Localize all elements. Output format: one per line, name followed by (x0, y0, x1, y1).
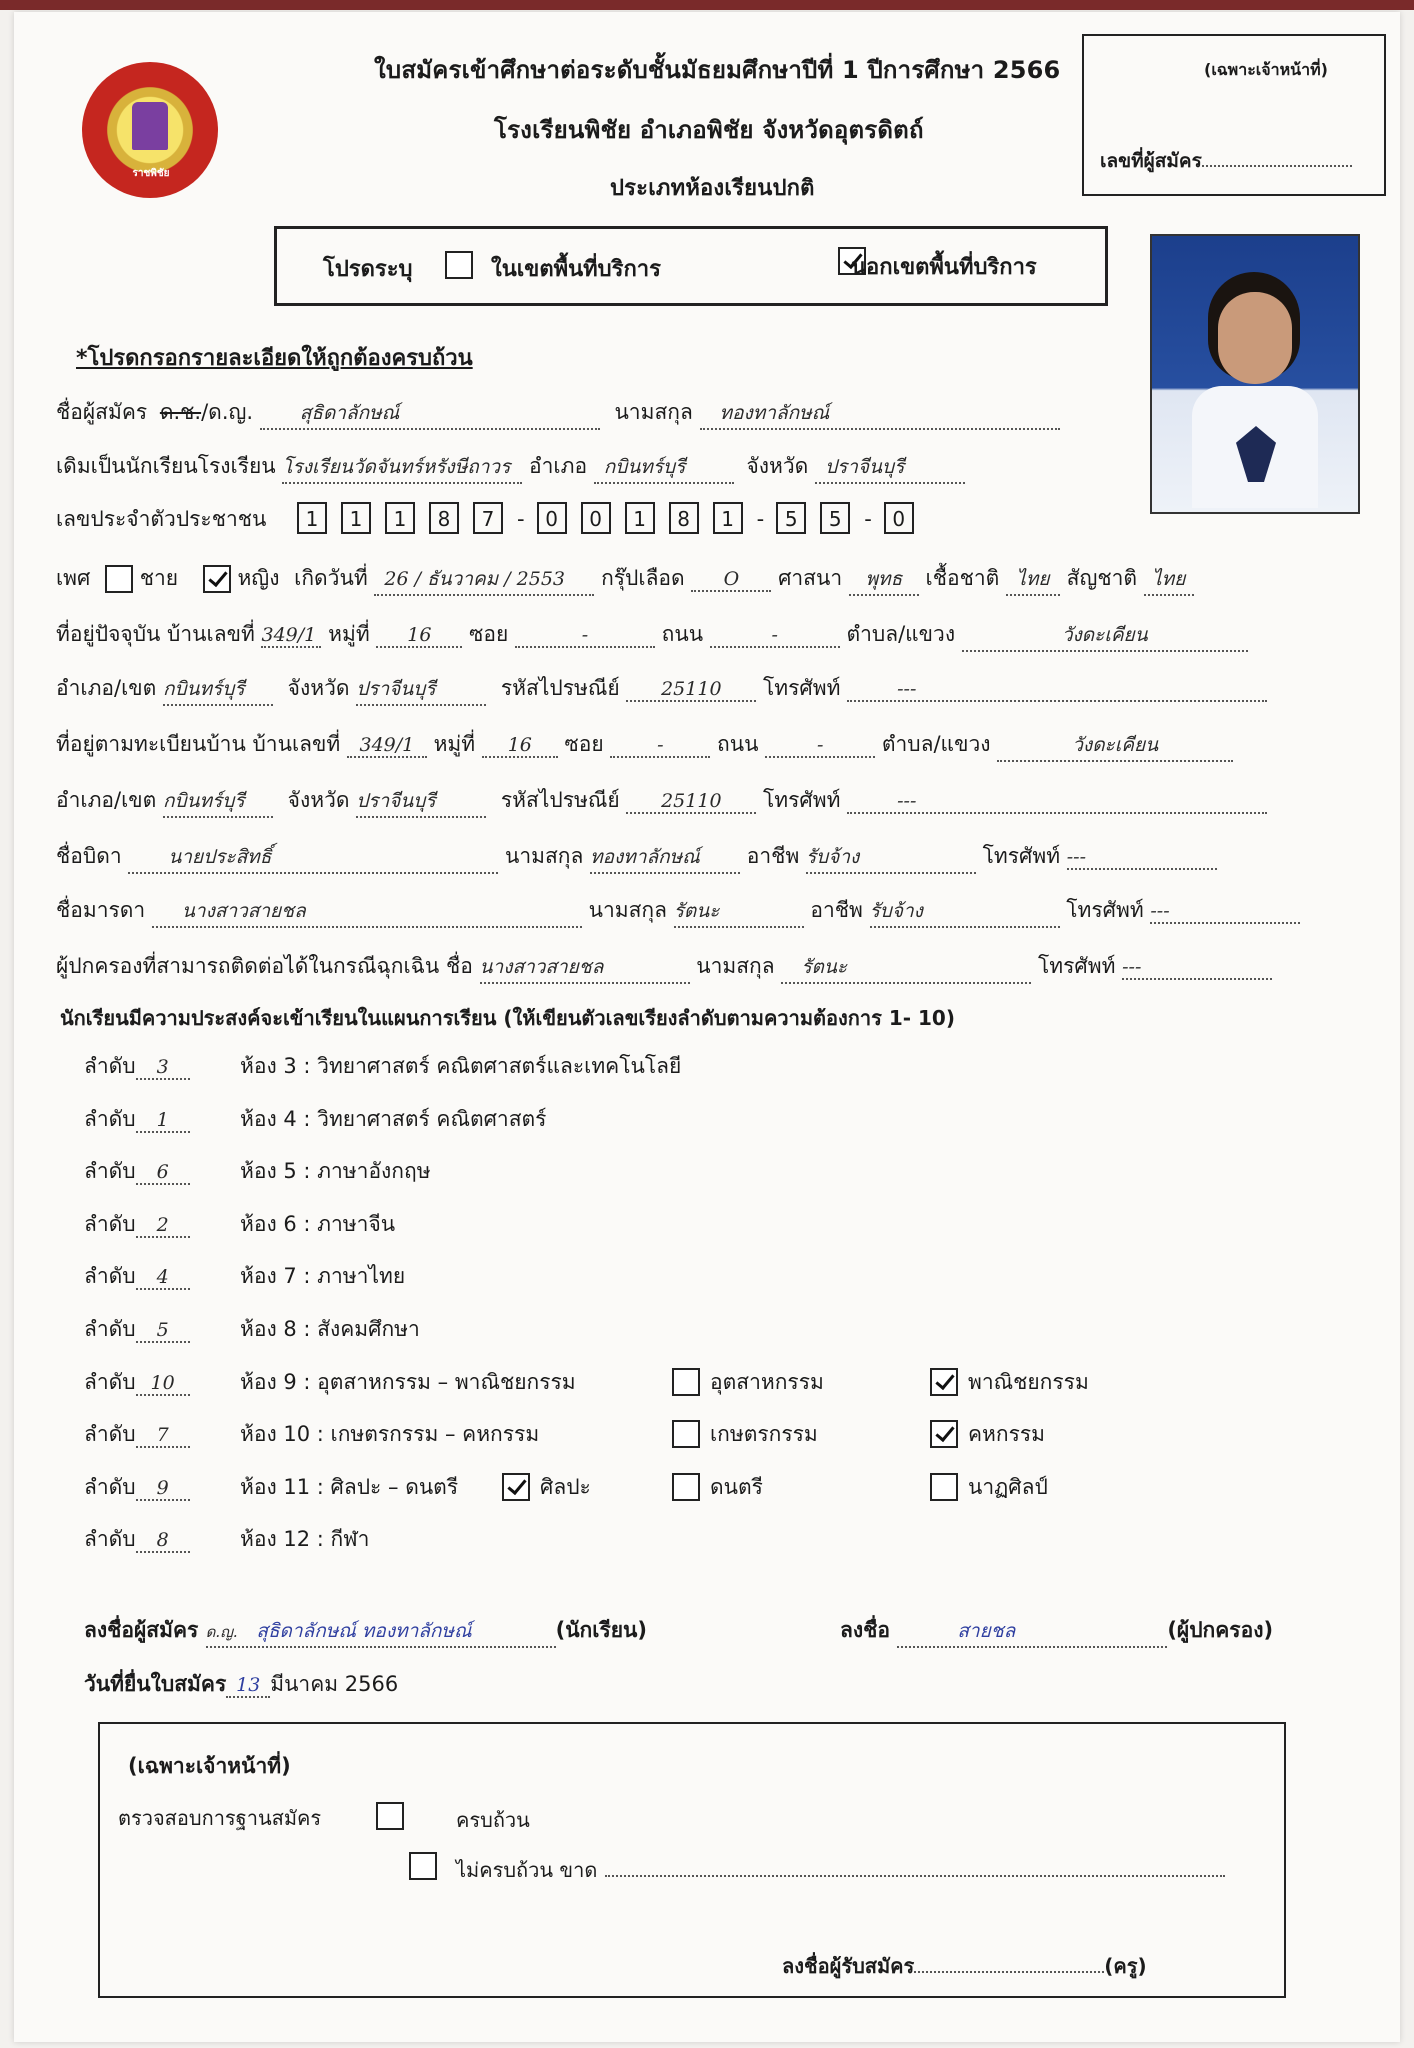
citizen-id-digit[interactable]: 1 (297, 502, 327, 534)
current-house-no-field[interactable]: 349/1 (261, 624, 321, 648)
room-label: ห้อง 5 : ภาษาอังกฤษ (240, 1159, 431, 1183)
incomplete-checkbox[interactable] (409, 1852, 437, 1880)
plan-option-checkbox[interactable] (672, 1420, 700, 1448)
guardian-signature[interactable]: สายชล (897, 1616, 1167, 1648)
citizen-id-digit[interactable]: 1 (385, 502, 415, 534)
citizen-id-digit[interactable]: 8 (429, 502, 459, 534)
school-logo (82, 62, 218, 198)
reg-road-field[interactable]: - (765, 734, 875, 758)
applicant-sign-line[interactable] (206, 1616, 556, 1648)
guardian-surname-field[interactable]: รัตนะ (781, 952, 1031, 984)
nationality-label: สัญชาติ (1066, 566, 1138, 590)
room-label: ห้อง 11 : ศิลปะ – ดนตรี (240, 1475, 459, 1499)
complete-label: ครบถ้วน (456, 1808, 530, 1832)
plan-option-checkbox[interactable] (930, 1473, 958, 1501)
rank-label: ลำดับ (84, 1317, 136, 1341)
current-postcode-label: รหัสไปรษณีย์ (500, 676, 620, 700)
mother-phone-label: โทรศัพท์ (1066, 898, 1144, 922)
rank-field[interactable]: 9 (136, 1477, 190, 1501)
mother-job-field[interactable]: รับจ้าง (870, 896, 1060, 928)
guardian-name-field[interactable]: นางสาวสายชล (480, 952, 690, 984)
inside-area-label: ในเขตพื้นที่บริการ (491, 257, 661, 282)
mother-name-field[interactable]: นางสาวสายชล (152, 896, 582, 928)
reg-postcode-label: รหัสไปรษณีย์ (500, 788, 620, 812)
mother-row (56, 894, 1300, 928)
applicant-signature-row (84, 1614, 647, 1648)
current-road-field[interactable]: - (710, 624, 840, 648)
study-plan-row (84, 1155, 431, 1189)
form-title: ใบสมัครเข้าศึกษาต่อระดับชั้นมัธยมศึกษาปีที่ 1 ปีการศึกษา 2566 (374, 56, 1061, 84)
prev-district-label: อำเภอ (529, 454, 588, 478)
plan-option-label: นาฏศิลป์ (968, 1475, 1048, 1499)
mother-phone-field[interactable]: --- (1150, 900, 1300, 924)
current-district-field[interactable]: กบินทร์บุรี (163, 674, 273, 706)
guardian-signature-row (840, 1614, 1273, 1648)
plan-option-label: พาณิชยกรรม (968, 1370, 1089, 1394)
missing-items-field[interactable] (605, 1875, 1225, 1877)
id-separator: - (756, 507, 765, 531)
name-label: ชื่อผู้สมัคร (56, 400, 148, 424)
prev-province-field[interactable]: ปราจีนบุรี (815, 452, 965, 484)
father-row (56, 840, 1217, 874)
mother-surname-field[interactable]: รัตนะ (674, 896, 804, 928)
current-phone-field[interactable]: --- (847, 678, 1267, 702)
reg-phone-field[interactable]: --- (847, 790, 1267, 814)
top-edge (0, 0, 1414, 10)
prev-school-field[interactable]: โรงเรียนวัดจันทร์หรังษีถาวร (282, 452, 522, 484)
incomplete-row (456, 1854, 1225, 1886)
previous-school-row (56, 450, 965, 484)
room-label: ห้อง 4 : วิทยาศาสตร์ คณิตศาสตร์ (240, 1107, 547, 1131)
applicant-signature: สุธิดาลักษณ์ ทองทาลักษณ์ (256, 1620, 472, 1642)
current-address-label: ที่อยู่ปัจจุบัน บ้านเลขที่ (56, 622, 255, 646)
rank-field[interactable]: 2 (136, 1214, 190, 1238)
father-label: ชื่อบิดา (56, 844, 122, 868)
rank-label: ลำดับ (84, 1370, 136, 1394)
mother-job-label: อาชีพ (810, 898, 863, 922)
room-label: ห้อง 9 : อุตสาหกรรม – พาณิชยกรรม (240, 1370, 576, 1394)
id-separator: - (864, 507, 872, 531)
reg-moo-field[interactable]: 16 (482, 734, 558, 758)
study-plan-row (84, 1471, 1048, 1505)
citizen-id-row (56, 502, 928, 542)
inside-area-checkbox[interactable] (445, 251, 473, 279)
father-phone-field[interactable]: --- (1067, 846, 1217, 870)
father-job-field[interactable]: รับจ้าง (806, 842, 976, 874)
reg-subdistrict-field[interactable]: วังดะเคียน (997, 730, 1233, 762)
title-prefix-struck: ด.ช. (159, 400, 202, 424)
reg-postcode-field[interactable]: 25110 (626, 790, 756, 814)
classroom-type: ประเภทห้องเรียนปกติ (610, 176, 815, 201)
applicant-sign-prefix: ด.ญ. (205, 1623, 238, 1641)
rank-field[interactable]: 4 (136, 1266, 190, 1290)
father-name-field[interactable]: นายประสิทธิ์ (128, 842, 498, 874)
current-address-row-1 (56, 618, 1248, 652)
current-district-label: อำเภอ/เขต (56, 676, 157, 700)
title-prefix: /ด.ญ. (201, 400, 254, 424)
study-plan-row (84, 1418, 1046, 1452)
rank-field[interactable]: 1 (136, 1109, 190, 1133)
applicant-sign-role: (นักเรียน) (555, 1618, 647, 1642)
current-moo-label: หมู่ที่ (328, 622, 370, 646)
submit-date-row (84, 1668, 398, 1702)
gender-label: เพศ (56, 566, 91, 590)
rank-field[interactable]: 5 (136, 1319, 190, 1343)
plan-option-checkbox[interactable] (672, 1473, 700, 1501)
male-label: ชาย (139, 566, 179, 590)
mother-surname-label: นามสกุล (588, 898, 667, 922)
rank-label: ลำดับ (84, 1264, 136, 1288)
id-separator: - (517, 507, 525, 531)
reg-moo-label: หมู่ที่ (433, 732, 476, 756)
registered-address-row-2 (56, 784, 1267, 818)
reg-province-field[interactable]: ปราจีนบุรี (356, 786, 486, 818)
rank-label: ลำดับ (84, 1527, 136, 1551)
citizen-id-boxes[interactable] (297, 507, 928, 531)
plan-option-checkbox[interactable] (672, 1368, 700, 1396)
current-moo-field[interactable]: 16 (376, 624, 462, 648)
applicant-name-row (56, 396, 1060, 430)
citizen-id-digit[interactable]: 5 (776, 502, 806, 534)
room-label: ห้อง 3 : วิทยาศาสตร์ คณิตศาสตร์และเทคโนโลยี (240, 1054, 682, 1078)
rank-label: ลำดับ (84, 1054, 136, 1078)
female-label: หญิง (237, 566, 280, 590)
plan-option-label: ศิลปะ (540, 1475, 591, 1499)
father-surname-label: นามสกุล (505, 844, 584, 868)
race-label: เชื้อชาติ (925, 566, 1000, 590)
prev-district-field[interactable]: กบินทร์บุรี (594, 452, 734, 484)
citizen-id-digit[interactable]: 0 (581, 502, 611, 534)
female-checkbox[interactable] (203, 565, 231, 593)
citizen-id-digit[interactable]: 0 (537, 502, 567, 534)
current-province-field[interactable]: ปราจีนบุรี (356, 674, 486, 706)
reg-soi-field[interactable]: - (610, 734, 710, 758)
citizen-id-digit[interactable]: 0 (884, 502, 914, 534)
study-plan-row (84, 1523, 370, 1557)
citizen-id-digit[interactable]: 1 (341, 502, 371, 534)
reg-house-no-field[interactable]: 349/1 (347, 734, 427, 758)
citizen-id-digit[interactable]: 1 (713, 502, 743, 534)
receiver-role: (ครู) (1104, 1954, 1147, 1978)
study-plan-row (84, 1260, 406, 1294)
office-use-box (1082, 34, 1386, 196)
room-label: ห้อง 8 : สังคมศึกษา (240, 1317, 420, 1341)
male-checkbox[interactable] (105, 565, 133, 593)
receiver-sign-line[interactable] (914, 1971, 1104, 1973)
gender-birth-row (56, 562, 1194, 596)
study-plan-heading: นักเรียนมีความประสงค์จะเข้าเรียนในแผนการเรียน (ให้เขียนตัวเลขเรียงลำดับตามความต้องการ 1- 10) (60, 1006, 955, 1030)
current-road-label: ถนน (661, 622, 704, 646)
reg-soi-label: ซอย (564, 732, 604, 756)
surname-field[interactable]: ทองทาลักษณ์ (700, 398, 1060, 430)
reg-district-field[interactable]: กบินทร์บุรี (163, 786, 273, 818)
reg-province-label: จังหวัด (287, 788, 350, 812)
guardian-sign-role: (ผู้ปกครอง) (1167, 1618, 1274, 1642)
prev-province-label: จังหวัด (746, 454, 809, 478)
father-job-label: อาชีพ (746, 844, 800, 868)
current-subdistrict-label: ตำบล/แขวง (846, 622, 956, 646)
race-field[interactable]: ไทย (1006, 564, 1060, 596)
prev-school-label: เดิมเป็นนักเรียนโรงเรียน (56, 454, 276, 478)
nationality-field[interactable]: ไทย (1144, 564, 1194, 596)
area-label: โปรดระบุ (323, 257, 413, 282)
student-photo (1150, 234, 1360, 514)
reg-road-label: ถนน (717, 732, 759, 756)
citizen-id-digit[interactable]: 1 (625, 502, 655, 534)
rank-label: ลำดับ (84, 1159, 136, 1183)
registered-address-label: ที่อยู่ตามทะเบียนบ้าน บ้านเลขที่ (56, 732, 341, 756)
room-label: ห้อง 7 : ภาษาไทย (240, 1264, 406, 1288)
receiver-sign-row (782, 1950, 1147, 1982)
logo-text: ราชพิชัย (132, 168, 170, 179)
registered-address-row-1 (56, 728, 1233, 762)
submit-date-rest: มีนาคม 2566 (270, 1672, 399, 1696)
rank-field[interactable]: 3 (136, 1056, 190, 1080)
current-subdistrict-field[interactable]: วังดะเคียน (962, 620, 1248, 652)
plan-option-label: อุตสาหกรรม (710, 1370, 824, 1394)
study-plan-row (84, 1103, 547, 1137)
office-verification-box (98, 1722, 1286, 1998)
guardian-sign-label: ลงชื่อ (840, 1618, 890, 1642)
study-plan-row (84, 1208, 396, 1242)
rank-field[interactable]: 10 (136, 1372, 190, 1396)
room-label: ห้อง 6 : ภาษาจีน (240, 1212, 396, 1236)
guardian-phone-field[interactable]: --- (1122, 956, 1272, 980)
school-name: โรงเรียนพิชัย อำเภอพิชัย จังหวัดอุตรดิตถ์ (494, 116, 924, 144)
father-phone-label: โทรศัพท์ (982, 844, 1061, 868)
receiver-sign-label: ลงชื่อผู้รับสมัคร (782, 1954, 915, 1978)
plan-option-label: คหกรรม (968, 1422, 1046, 1446)
rank-field[interactable]: 8 (136, 1529, 190, 1553)
applicant-sign-label: ลงชื่อผู้สมัคร (84, 1618, 199, 1642)
incomplete-label: ไม่ครบถ้วน ขาด (456, 1858, 598, 1882)
reg-phone-label: โทรศัพท์ (763, 788, 841, 812)
guardian-label: ผู้ปกครองที่สามารถติดต่อได้ในกรณีฉุกเฉิน ชื่อ (56, 954, 473, 978)
logo-emblem-icon (132, 102, 168, 150)
study-plan-row (84, 1050, 682, 1084)
outside-area-label: นอกเขตพื้นที่บริการ (851, 255, 1037, 280)
current-postcode-field[interactable]: 25110 (626, 678, 756, 702)
birth-date-label: เกิดวันที่ (294, 566, 368, 590)
guardian-surname-label: นามสกุล (696, 954, 775, 978)
current-province-label: จังหวัด (287, 676, 350, 700)
office-check-label: ตรวจสอบการฐานสมัคร (118, 1806, 322, 1830)
guardian-phone-label: โทรศัพท์ (1038, 954, 1116, 978)
surname-label: นามสกุล (614, 400, 693, 424)
plan-option-label: เกษตรกรรม (710, 1422, 818, 1446)
blood-field[interactable]: O (691, 568, 771, 592)
study-plan-row (84, 1366, 1089, 1400)
plan-option-checkbox[interactable] (930, 1368, 958, 1396)
rank-label: ลำดับ (84, 1422, 136, 1446)
blood-label: กรุ๊ปเลือด (601, 566, 685, 590)
complete-checkbox[interactable] (376, 1802, 404, 1830)
instruction-text: *โปรดกรอกรายละเอียดให้ถูกต้องครบถ้วน (76, 346, 473, 371)
birth-date-field[interactable]: 26 / ธันวาคม / 2553 (374, 564, 594, 596)
religion-label: ศาสนา (778, 566, 843, 590)
citizen-id-label: เลขประจำตัวประชาชน (56, 507, 267, 531)
first-name-field[interactable]: สุธิดาลักษณ์ (260, 398, 600, 430)
citizen-id-digit[interactable]: 5 (820, 502, 850, 534)
rank-field[interactable]: 7 (136, 1424, 190, 1448)
mother-label: ชื่อมารดา (56, 898, 146, 922)
religion-field[interactable]: พุทธ (849, 564, 919, 596)
submit-date-day[interactable]: 13 (226, 1674, 270, 1698)
reg-subdistrict-label: ตำบล/แขวง (881, 732, 991, 756)
submit-date-label: วันที่ยื่นใบสมัคร (84, 1672, 227, 1696)
reg-district-label: อำเภอ/เขต (56, 788, 157, 812)
citizen-id-digit[interactable]: 7 (473, 502, 503, 534)
service-area-box (274, 226, 1108, 306)
study-plan-row (84, 1313, 420, 1347)
photo-face (1218, 292, 1292, 384)
current-address-row-2 (56, 672, 1267, 706)
plan-option-label: ดนตรี (710, 1475, 763, 1499)
current-soi-field[interactable]: - (515, 624, 655, 648)
office-verify-title: (เฉพาะเจ้าหน้าที่) (128, 1754, 291, 1778)
rank-field[interactable]: 6 (136, 1161, 190, 1185)
citizen-id-digit[interactable]: 8 (669, 502, 699, 534)
rank-label: ลำดับ (84, 1107, 136, 1131)
father-surname-field[interactable]: ทองทาลักษณ์ (590, 842, 740, 874)
rank-label: ลำดับ (84, 1475, 136, 1499)
current-soi-label: ซอย (469, 622, 509, 646)
plan-option-checkbox[interactable] (930, 1420, 958, 1448)
room-label: ห้อง 10 : เกษตรกรรม – คหกรรม (240, 1422, 540, 1446)
office-use-label: (เฉพาะเจ้าหน้าที่) (1204, 60, 1328, 79)
room-label: ห้อง 12 : กีฬา (240, 1527, 370, 1551)
applicant-no-label: เลขที่ผู้สมัคร (1100, 146, 1352, 176)
guardian-row (56, 950, 1272, 984)
plan-option-checkbox[interactable] (502, 1473, 530, 1501)
rank-label: ลำดับ (84, 1212, 136, 1236)
current-phone-label: โทรศัพท์ (763, 676, 841, 700)
